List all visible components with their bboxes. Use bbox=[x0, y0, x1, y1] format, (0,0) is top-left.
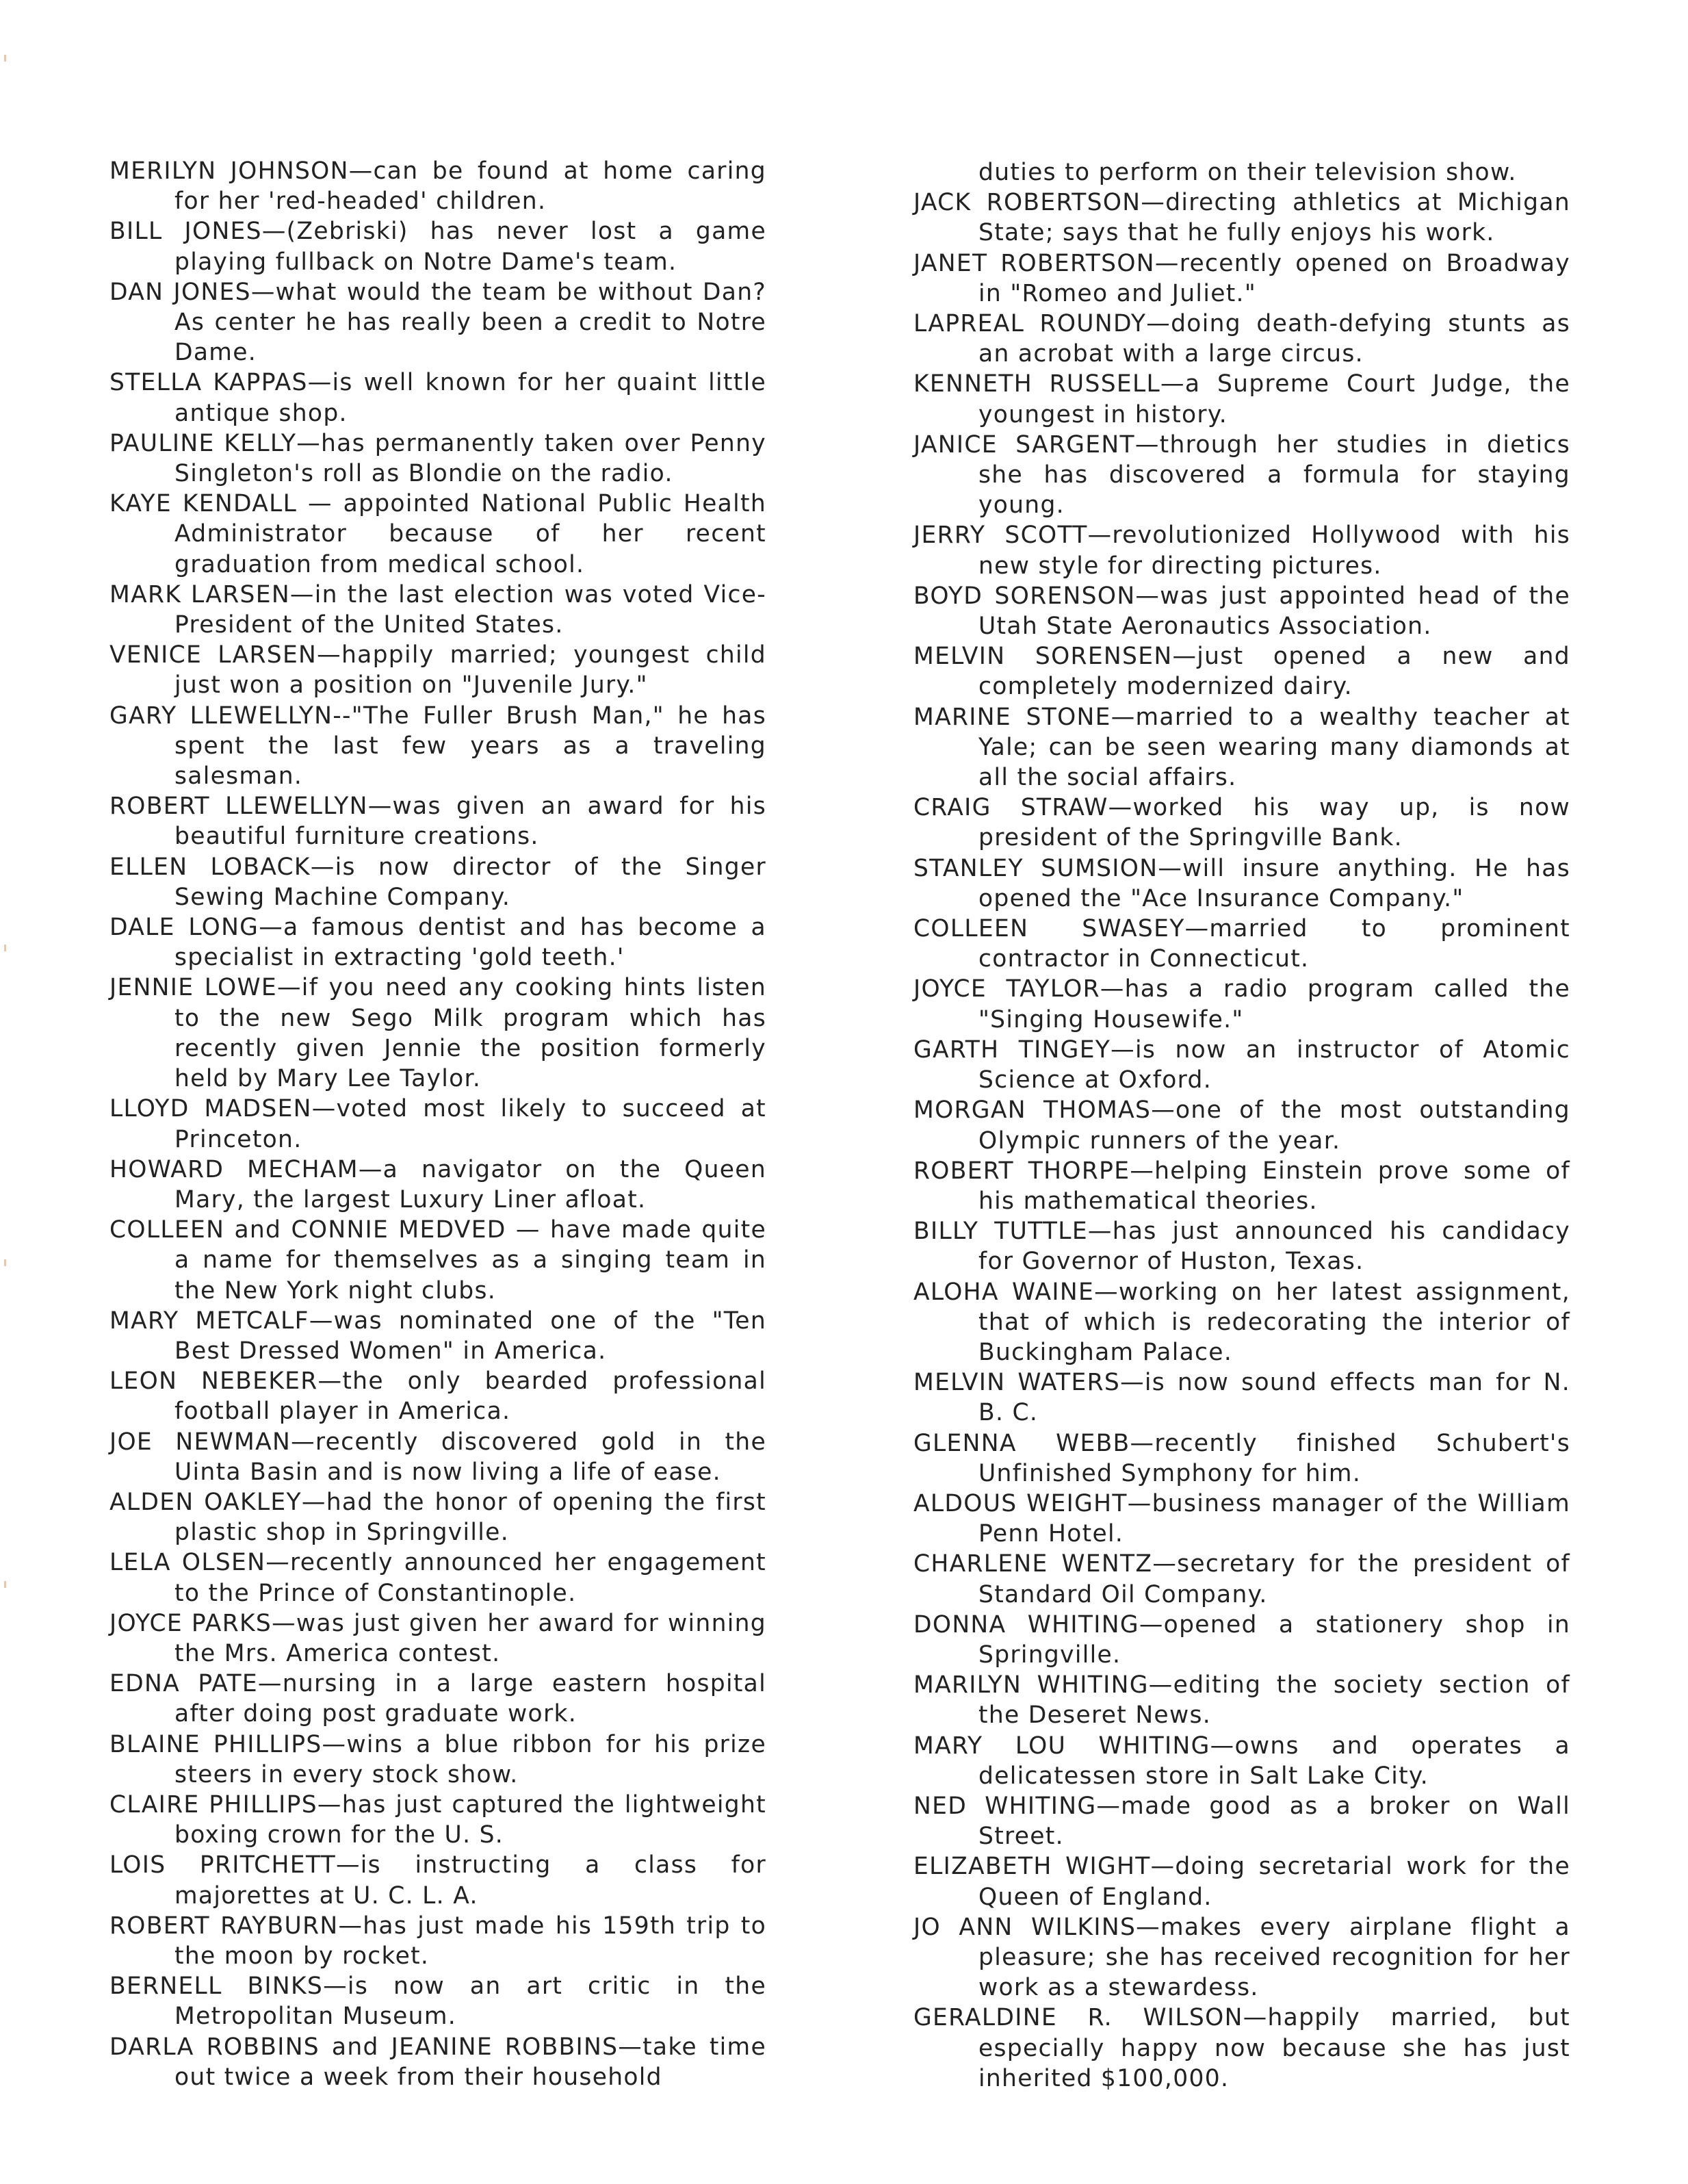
left-column bbox=[109, 156, 766, 2092]
classmate-entry: JOYCE TAYLOR—has a radio program called the "Singing Housewife." bbox=[913, 975, 1570, 1033]
classmate-entry: CRAIG STRAW—worked his way up, is now president of the Springville Bank. bbox=[913, 794, 1570, 852]
classmate-entry: KENNETH RUSSELL—a Supreme Court Judge, the youngest in history. bbox=[913, 370, 1570, 428]
classmate-entry: JO ANN WILKINS—makes every airplane flight a pleasure; she has received recognition for her work as a stewardess. bbox=[913, 1913, 1570, 2002]
classmate-entry: JOE NEWMAN—recently discovered gold in the Uinta Basin and is now living a life of ease. bbox=[109, 1428, 766, 1486]
classmate-entry: LLOYD MADSEN—voted most likely to succeed at Princeton. bbox=[109, 1095, 766, 1153]
classmate-entry: MARY METCALF—was nominated one of the "Ten Best Dressed Women" in America. bbox=[109, 1307, 766, 1365]
classmate-entry: LOIS PRITCHETT—is instructing a class for majorettes at U. C. L. A. bbox=[109, 1851, 766, 1910]
classmate-entry: ELLEN LOBACK—is now director of the Singer Sewing Machine Company. bbox=[109, 853, 766, 911]
classmate-entry: JANET ROBERTSON—recently opened on Broadway in "Romeo and Juliet." bbox=[913, 249, 1570, 307]
continued-entry: duties to perform on their television show. bbox=[978, 159, 1517, 186]
classmate-entry: MELVIN WATERS—is now sound effects man for N. B. C. bbox=[913, 1369, 1570, 1427]
classmate-entry: DALE LONG—a famous dentist and has become a specialist in extracting 'gold teeth.' bbox=[109, 914, 766, 972]
classmate-entry: BERNELL BINKS—is now an art critic in the Metropolitan Museum. bbox=[109, 1973, 766, 2031]
classmate-entry: JENNIE LOWE—if you need any cooking hints listen to the new Sego Milk program which has recently given Jennie the position formerly held by Mary Lee Taylor. bbox=[109, 974, 766, 1093]
classmate-entry: LELA OLSEN—recently announced her engagement to the Prince of Constantinople. bbox=[109, 1549, 766, 1607]
page-edge-mark bbox=[4, 1581, 6, 1588]
classmate-entry: KAYE KENDALL — appointed National Public Health Administrator because of her recent graduation from medical school. bbox=[109, 490, 766, 578]
classmate-entry: ROBERT THORPE—helping Einstein prove some of his mathematical theories. bbox=[913, 1157, 1570, 1215]
classmate-entry: MARK LARSEN—in the last election was voted Vice-President of the United States. bbox=[109, 580, 766, 639]
classmate-entry: LEON NEBEKER—the only bearded professional football player in America. bbox=[109, 1367, 766, 1426]
right-column bbox=[913, 157, 1570, 2094]
classmate-entry: JANICE SARGENT—through her studies in dietics she has discovered a formula for staying young. bbox=[913, 431, 1570, 519]
classmate-entry: GLENNA WEBB—recently finished Schubert's Unfinished Symphony for him. bbox=[913, 1429, 1570, 1487]
classmate-entry: CLAIRE PHILLIPS—has just captured the lightweight boxing crown for the U. S. bbox=[109, 1790, 766, 1849]
classmate-entry: GARTH TINGEY—is now an instructor of Atomic Science at Oxford. bbox=[913, 1036, 1570, 1094]
classmate-entry: BILL JONES—(Zebriski) has never lost a game playing fullback on Notre Dame's team. bbox=[109, 218, 766, 276]
classmate-entry: CHARLENE WENTZ—secretary for the president of Standard Oil Company. bbox=[913, 1550, 1570, 1608]
classmate-entry: BILLY TUTTLE—has just announced his candidacy for Governor of Huston, Texas. bbox=[913, 1218, 1570, 1276]
classmate-entry: JOYCE PARKS—was just given her award for winning the Mrs. America contest. bbox=[109, 1609, 766, 1667]
classmate-entry: DAN JONES—what would the team be without Dan? As center he has really been a credit to Notre Dame. bbox=[109, 278, 766, 367]
classmate-entry: STANLEY SUMSION—will insure anything. He has opened the "Ace Insurance Company." bbox=[913, 854, 1570, 912]
classmate-entry: ROBERT LLEWELLYN—was given an award for his beautiful furniture creations. bbox=[109, 793, 766, 851]
classmate-entry: LAPREAL ROUNDY—doing death-defying stunts as an acrobat with a large circus. bbox=[913, 310, 1570, 368]
classmate-entry: ALDOUS WEIGHT—business manager of the William Penn Hotel. bbox=[913, 1489, 1570, 1548]
classmate-entry: EDNA PATE—nursing in a large eastern hospital after doing post graduate work. bbox=[109, 1670, 766, 1728]
classmate-entry: ROBERT RAYBURN—has just made his 159th trip to the moon by rocket. bbox=[109, 1912, 766, 1970]
classmate-entry: ELIZABETH WIGHT—doing secretarial work for the Queen of England. bbox=[913, 1853, 1570, 1911]
classmate-entry: GARY LLEWELLYN--"The Fuller Brush Man," he has spent the last few years as a traveling salesman. bbox=[109, 702, 766, 791]
classmate-entry: MORGAN THOMAS—one of the most outstanding Olympic runners of the year. bbox=[913, 1096, 1570, 1155]
classmate-entry: JACK ROBERTSON—directing athletics at Michigan State; says that he fully enjoys his work. bbox=[913, 189, 1570, 247]
classmate-entry: MARY LOU WHITING—owns and operates a delicatessen store in Salt Lake City. bbox=[913, 1732, 1570, 1790]
classmate-entry: COLLEEN SWASEY—married to prominent contractor in Connecticut. bbox=[913, 915, 1570, 973]
classmate-entry: DONNA WHITING—opened a stationery shop in Springville. bbox=[913, 1610, 1570, 1669]
classmate-entry: VENICE LARSEN—happily married; youngest child just won a position on "Juvenile Jury." bbox=[109, 641, 766, 699]
page-edge-mark bbox=[4, 1259, 6, 1266]
classmate-entry: MARINE STONE—married to a wealthy teacher at Yale; can be seen wearing many diamonds at all the social affairs. bbox=[913, 703, 1570, 792]
classmate-entry: PAULINE KELLY—has permanently taken over Penny Singleton's roll as Blondie on the radio. bbox=[109, 429, 766, 488]
classmate-entry: JERRY SCOTT—revolutionized Hollywood with his new style for directing pictures. bbox=[913, 522, 1570, 580]
classmate-entry: MARILYN WHITING—editing the society section of the Deseret News. bbox=[913, 1671, 1570, 1730]
classmate-entry: STELLA KAPPAS—is well known for her quaint little antique shop. bbox=[109, 369, 766, 427]
classmate-entry: ALOHA WAINE—working on her latest assignment, that of which is redecorating the interior of Buckingham Palace. bbox=[913, 1278, 1570, 1366]
classmate-entry: GERALDINE R. WILSON—happily married, but especially happy now because she has just inherited $100,000. bbox=[913, 2004, 1570, 2092]
classmate-entry: NED WHITING—made good as a broker on Wall Street. bbox=[913, 1792, 1570, 1851]
page-edge-mark bbox=[4, 55, 6, 62]
classmate-entry: COLLEEN and CONNIE MEDVED — have made quite a name for themselves as a singing team in the New York night clubs. bbox=[109, 1216, 766, 1305]
classmate-entry: MELVIN SORENSEN—just opened a new and completely modernized dairy. bbox=[913, 643, 1570, 701]
classmate-entry: DARLA ROBBINS and JEANINE ROBBINS—take time out twice a week from their household bbox=[109, 2033, 766, 2091]
page-edge-mark bbox=[4, 945, 6, 951]
classmate-entry: HOWARD MECHAM—a navigator on the Queen Mary, the largest Luxury Liner afloat. bbox=[109, 1155, 766, 1213]
classmate-entry: BLAINE PHILLIPS—wins a blue ribbon for his prize steers in every stock show. bbox=[109, 1730, 766, 1788]
classmate-entry: MERILYN JOHNSON—can be found at home caring for her 'red-headed' children. bbox=[109, 157, 766, 216]
classmate-entry: BOYD SORENSON—was just appointed head of the Utah State Aeronautics Association. bbox=[913, 582, 1570, 641]
classmate-entry: ALDEN OAKLEY—had the honor of opening the first plastic shop in Springville. bbox=[109, 1488, 766, 1547]
